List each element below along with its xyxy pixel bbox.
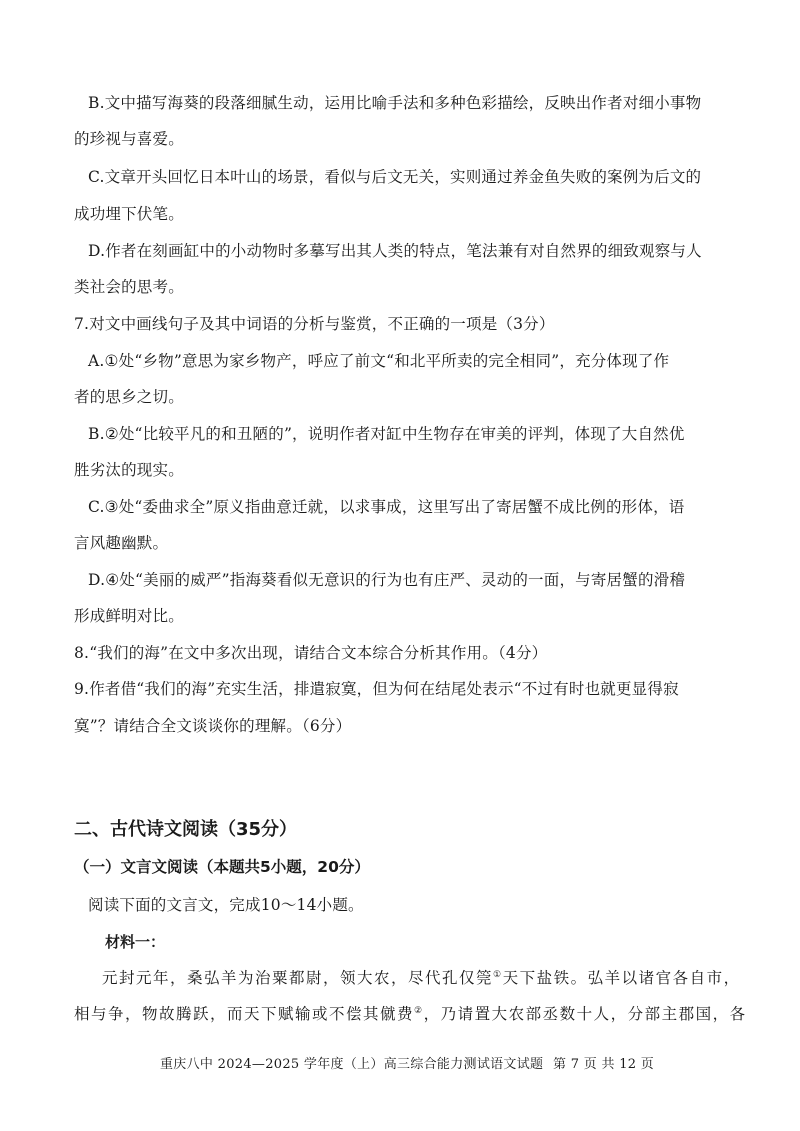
page-footer-title: 重庆八中 2024—2025 学年度（上）高三综合能力测试语文试题: [160, 1057, 544, 1072]
q6-option-c-line2: 成功埋下伏笔。: [74, 205, 184, 223]
classical-text-line2-part1: 相与争，物故腾跃，而天下赋输或不偿其僦费: [74, 1005, 415, 1023]
q6-option-b-line2: 的珍视与喜爱。: [74, 130, 184, 148]
q6-option-d-line1: D.作者在刻画缸中的小动物时多摹写出其人类的特点，笔法兼有对自然界的细致观察与人: [88, 242, 702, 260]
q7-option-a-line1: A.①处“乡物”意思为家乡物产，呼应了前文“和北平所卖的完全相同”，充分体现了作: [88, 352, 670, 370]
q7-option-d-line2: 形成鲜明对比。: [74, 607, 184, 625]
q7-option-c-line1: C.③处“委曲求全”原义指曲意迁就，以求事成，这里写出了寄居蟹不成比例的形体，语: [88, 498, 685, 516]
q7-option-b-line2: 胜劣汰的现实。: [74, 461, 184, 479]
q7-stem: 7.对文中画线句子及其中词语的分析与鉴赏，不正确的一项是（3分）: [74, 315, 555, 333]
q8-stem: 8.“我们的海”在文中多次出现，请结合文本综合分析其作用。（4分）: [74, 644, 548, 662]
material-one-label: 材料一：: [105, 933, 166, 951]
q6-option-c-line1: C.文章开头回忆日本叶山的场景，看似与后文无关，实则通过养金鱼失败的案例为后文的: [88, 168, 702, 186]
classical-instruction: 阅读下面的文言文，完成10～14小题。: [88, 896, 364, 914]
q6-option-d-line2: 类社会的思考。: [74, 278, 184, 296]
q7-option-c-line2: 言风趣幽默。: [74, 534, 169, 552]
q7-option-d-line1: D.④处“美丽的威严”指海葵看似无意识的行为也有庄严、灵动的一面，与寄居蟹的滑稽: [88, 571, 686, 589]
page-number: 第 7 页 共 12 页: [553, 1057, 655, 1072]
footnote-marker-1: ①: [493, 969, 503, 980]
q7-option-b-line1: B.②处“比较平凡的和丑陋的”，说明作者对缸中生物存在审美的评判，体现了大自然优: [88, 425, 685, 443]
q6-option-b-line1: B.文中描写海葵的段落细腻生动，运用比喻手法和多种色彩描绘，反映出作者对细小事物: [88, 94, 702, 112]
part2-title: 二、古代诗文阅读（35分）: [74, 819, 298, 840]
q7-option-a-line2: 者的思乡之切。: [74, 388, 184, 406]
footnote-marker-2: ②: [414, 1005, 424, 1016]
classical-text-line2-part2: ，乃请置大农部丞数十人，分部主郡国，各: [423, 1005, 747, 1023]
classical-prose-subtitle: （一）文言文阅读（本题共5小题，20分）: [74, 858, 370, 876]
classical-text-line1-part1: 元封元年，桑弘羊为治粟都尉，领大农，尽代孔仅筦: [102, 969, 494, 987]
classical-text-line1-part2: 天下盐铁。弘羊以诸官各自市，: [502, 969, 741, 987]
classical-text-line1: [102, 968, 741, 988]
q9-stem-line2: 寞”？请结合全文谈谈你的理解。（6分）: [74, 717, 352, 735]
classical-text-line2: [74, 1004, 747, 1024]
q9-stem-line1: 9.作者借“我们的海”充实生活，排遣寂寞，但为何在结尾处表示“不过有时也就更显得寂: [74, 680, 679, 698]
